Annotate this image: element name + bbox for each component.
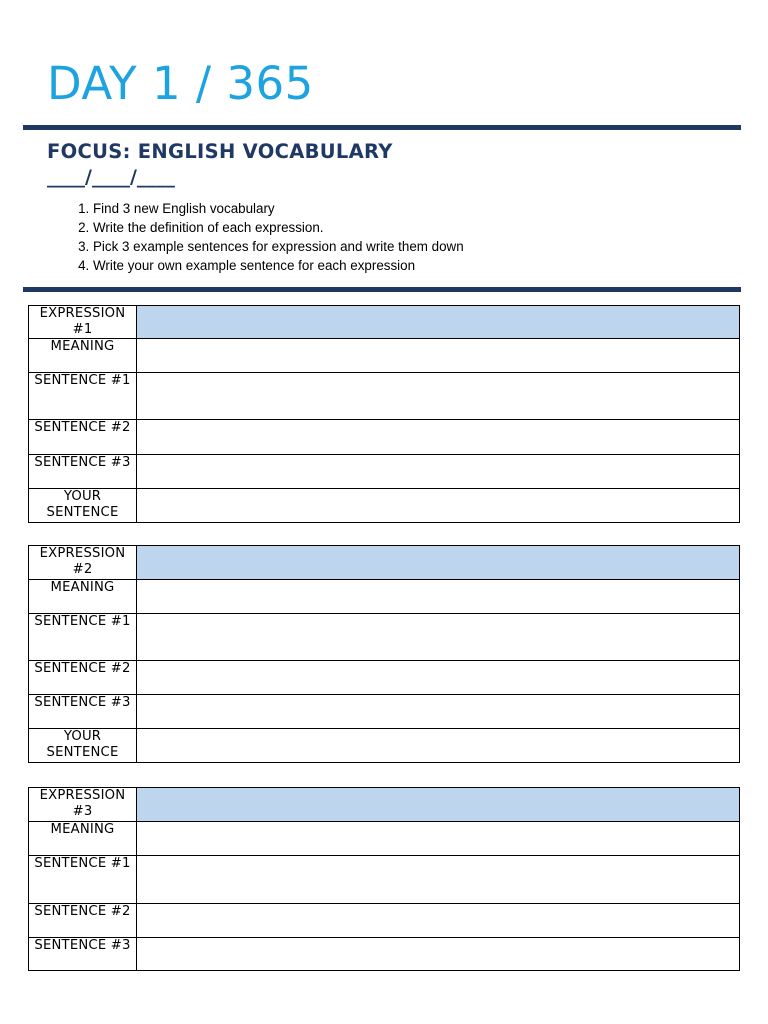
table-row (29, 614, 740, 661)
expression-field[interactable] (137, 546, 740, 580)
sentence-field[interactable] (137, 614, 740, 661)
row-label: EXPRESSION #1 (29, 306, 137, 339)
meaning-field[interactable] (137, 580, 740, 614)
row-label: SENTENCE #3 (29, 455, 137, 489)
table-row (29, 788, 740, 822)
row-label: SENTENCE #1 (29, 614, 137, 661)
row-label: EXPRESSION #2 (29, 546, 137, 580)
table-row (29, 822, 740, 856)
expression-table-3 (28, 787, 740, 971)
table-row (29, 373, 740, 420)
sentence-field[interactable] (137, 904, 740, 938)
bottom-divider (23, 287, 741, 292)
table-row (29, 455, 740, 489)
meaning-field[interactable] (137, 822, 740, 856)
sentence-field[interactable] (137, 695, 740, 729)
expression-table-1 (28, 305, 740, 523)
row-label: MEANING (29, 339, 137, 373)
day-title: DAY 1 / 365 (47, 57, 314, 110)
sentence-field[interactable] (137, 856, 740, 904)
table-row (29, 938, 740, 971)
your-sentence-field[interactable] (137, 729, 740, 763)
row-label: SENTENCE #3 (29, 938, 137, 971)
row-label: SENTENCE #3 (29, 695, 137, 729)
table-row (29, 580, 740, 614)
table-row (29, 339, 740, 373)
focus-heading: FOCUS: ENGLISH VOCABULARY (47, 140, 393, 163)
instruction-list (56, 199, 464, 275)
top-divider (23, 125, 741, 130)
instruction-item: 2. Write the definition of each expression. (93, 218, 464, 237)
row-label: SENTENCE #2 (29, 661, 137, 695)
instruction-item: 1. Find 3 new English vocabulary (93, 199, 464, 218)
sentence-field[interactable] (137, 455, 740, 489)
meaning-field[interactable] (137, 339, 740, 373)
row-label: YOUR SENTENCE (29, 489, 137, 523)
table-row (29, 546, 740, 580)
row-label: MEANING (29, 580, 137, 614)
instruction-item: 4. Write your own example sentence for each expression (93, 256, 464, 275)
expression-table-2 (28, 545, 740, 763)
table-row (29, 420, 740, 455)
your-sentence-field[interactable] (137, 489, 740, 523)
table-row (29, 904, 740, 938)
row-label: SENTENCE #2 (29, 420, 137, 455)
sentence-field[interactable] (137, 373, 740, 420)
row-label: YOUR SENTENCE (29, 729, 137, 763)
row-label: MEANING (29, 822, 137, 856)
sentence-field[interactable] (137, 420, 740, 455)
instruction-item: 3. Pick 3 example sentences for expression and write them down (93, 237, 464, 256)
table-row (29, 695, 740, 729)
table-row (29, 856, 740, 904)
table-row (29, 306, 740, 339)
table-row (29, 661, 740, 695)
date-line: ____/____/____ (47, 166, 175, 188)
sentence-field[interactable] (137, 661, 740, 695)
table-row (29, 489, 740, 523)
table-row (29, 729, 740, 763)
row-label: SENTENCE #2 (29, 904, 137, 938)
expression-field[interactable] (137, 788, 740, 822)
expression-field[interactable] (137, 306, 740, 339)
sentence-field[interactable] (137, 938, 740, 971)
row-label: EXPRESSION #3 (29, 788, 137, 822)
row-label: SENTENCE #1 (29, 373, 137, 420)
row-label: SENTENCE #1 (29, 856, 137, 904)
